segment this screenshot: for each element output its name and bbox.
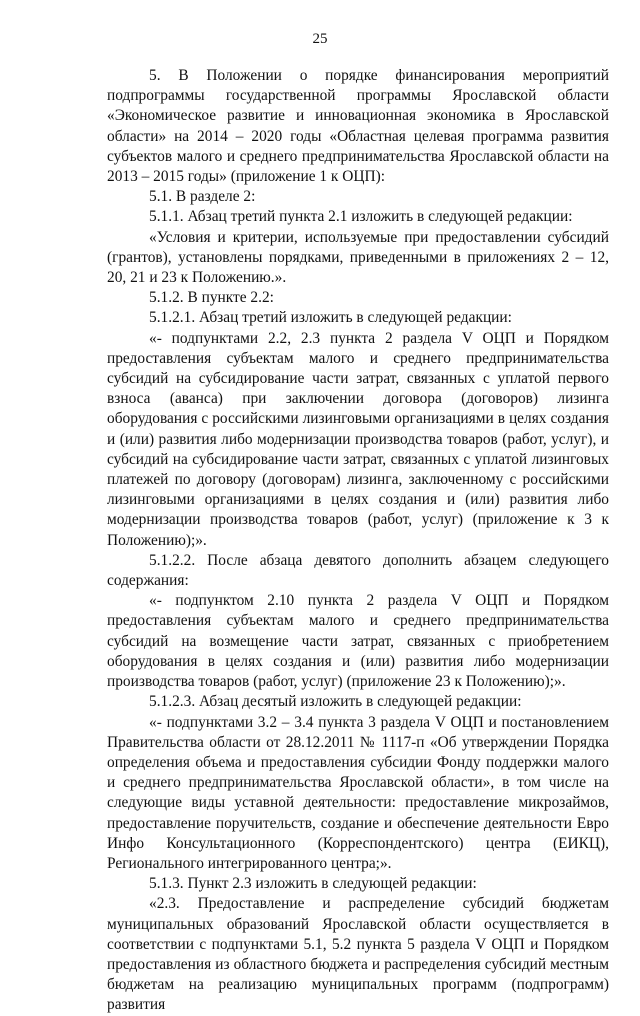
paragraph-5-1-2-2: 5.1.2.2. После абзаца девятого дополнить абзацем следующего содержания: <box>107 551 609 590</box>
paragraph-5-1-2-3: 5.1.2.3. Абзац десятый изложить в следующей редакции: <box>149 693 522 711</box>
paragraph-5-1-2-2-quote: «- подпунктом 2.10 пункта 2 раздела V ОЦП и Порядком предоставления субъектам малого и среднего предпринимательства субсидий на возмещение части затрат, связанных с приобретением оборудования в целях создания и (или) развития либо модернизации производства товаров (работ, услуг) (приложение 23 к Положению);». <box>107 592 609 691</box>
page-number: 25 <box>312 31 328 47</box>
paragraph-5-1-1: 5.1.1. Абзац третий пункта 2.1 изложить в следующей редакции: <box>149 208 573 226</box>
paragraph-5-1-3: 5.1.3. Пункт 2.3 изложить в следующей редакции: <box>149 875 477 893</box>
paragraph-5-1-1-quote: «Условия и критерии, используемые при предоставлении субсидий (грантов), установлены порядками, приведенными в приложениях 2 – 12, 20, 21 и 23 к Положению.». <box>107 228 609 287</box>
paragraph-5: 5. В Положении о порядке финансирования мероприятий подпрограммы государственной программы Ярославской области «Экономическое развитие и инновационная экономика в Ярославской области» на 2014 – 2020 годы «Областная целевая программа развития субъектов малого и среднего предпринимательства Ярославской области на 2013 – 2015 годы» (приложение 1 к ОЦП): <box>107 67 609 186</box>
document-body <box>107 66 609 1016</box>
paragraph-5-1: 5.1. В разделе 2: <box>149 188 256 206</box>
paragraph-5-1-2-1-quote: «- подпунктами 2.2, 2.3 пункта 2 раздела V ОЦП и Порядком предоставления субъектам малого и среднего предпринимательства субсидий на субсидирование части затрат, связанных с уплатой первого взноса (аванса) при заключении договора (договоров) лизинга оборудования с российскими лизинговыми организациями в целях создания и (или) развития либо модернизации производства товаров (работ, услуг), и субсидий на субсидирование части затрат, связанных с уплатой лизинговых платежей по договору (договорам) лизинга, заключенному с российскими лизинговыми организациями в целях создания и (или) развития либо модернизации производства товаров (работ, услуг) (приложение к 3 к Положению);». <box>107 329 609 549</box>
paragraph-5-1-3-quote: «2.3. Предоставление и распределение субсидий бюджетам муниципальных образований Ярославской области осуществляется в соответствии с подпунктами 5.1, 5.2 пункта 5 раздела V ОЦП и Порядком предоставления из областного бюджета и распределения субсидий местным бюджетам на реализацию муниципальных программ (подпрограмм) развития <box>107 895 609 1014</box>
paragraph-5-1-2-1: 5.1.2.1. Абзац третий изложить в следующей редакции: <box>149 309 512 327</box>
paragraph-5-1-2: 5.1.2. В пункте 2.2: <box>149 289 274 307</box>
paragraph-5-1-2-3-quote: «- подпунктами 3.2 – 3.4 пункта 3 раздела V ОЦП и постановлением Правительства области от 28.12.2011 № 1117-п «Об утверждении Порядка определения объема и предоставления субсидии Фонду поддержки малого и среднего предпринимательства Ярославской области», в том числе на следующие виды уставной деятельности: предоставление микрозаймов, предоставление поручительств, создание и обеспечение деятельности Евро Инфо Консультационного (Корреспондентского) центра (ЕИКЦ), Регионального интегрированного центра;». <box>107 713 609 872</box>
